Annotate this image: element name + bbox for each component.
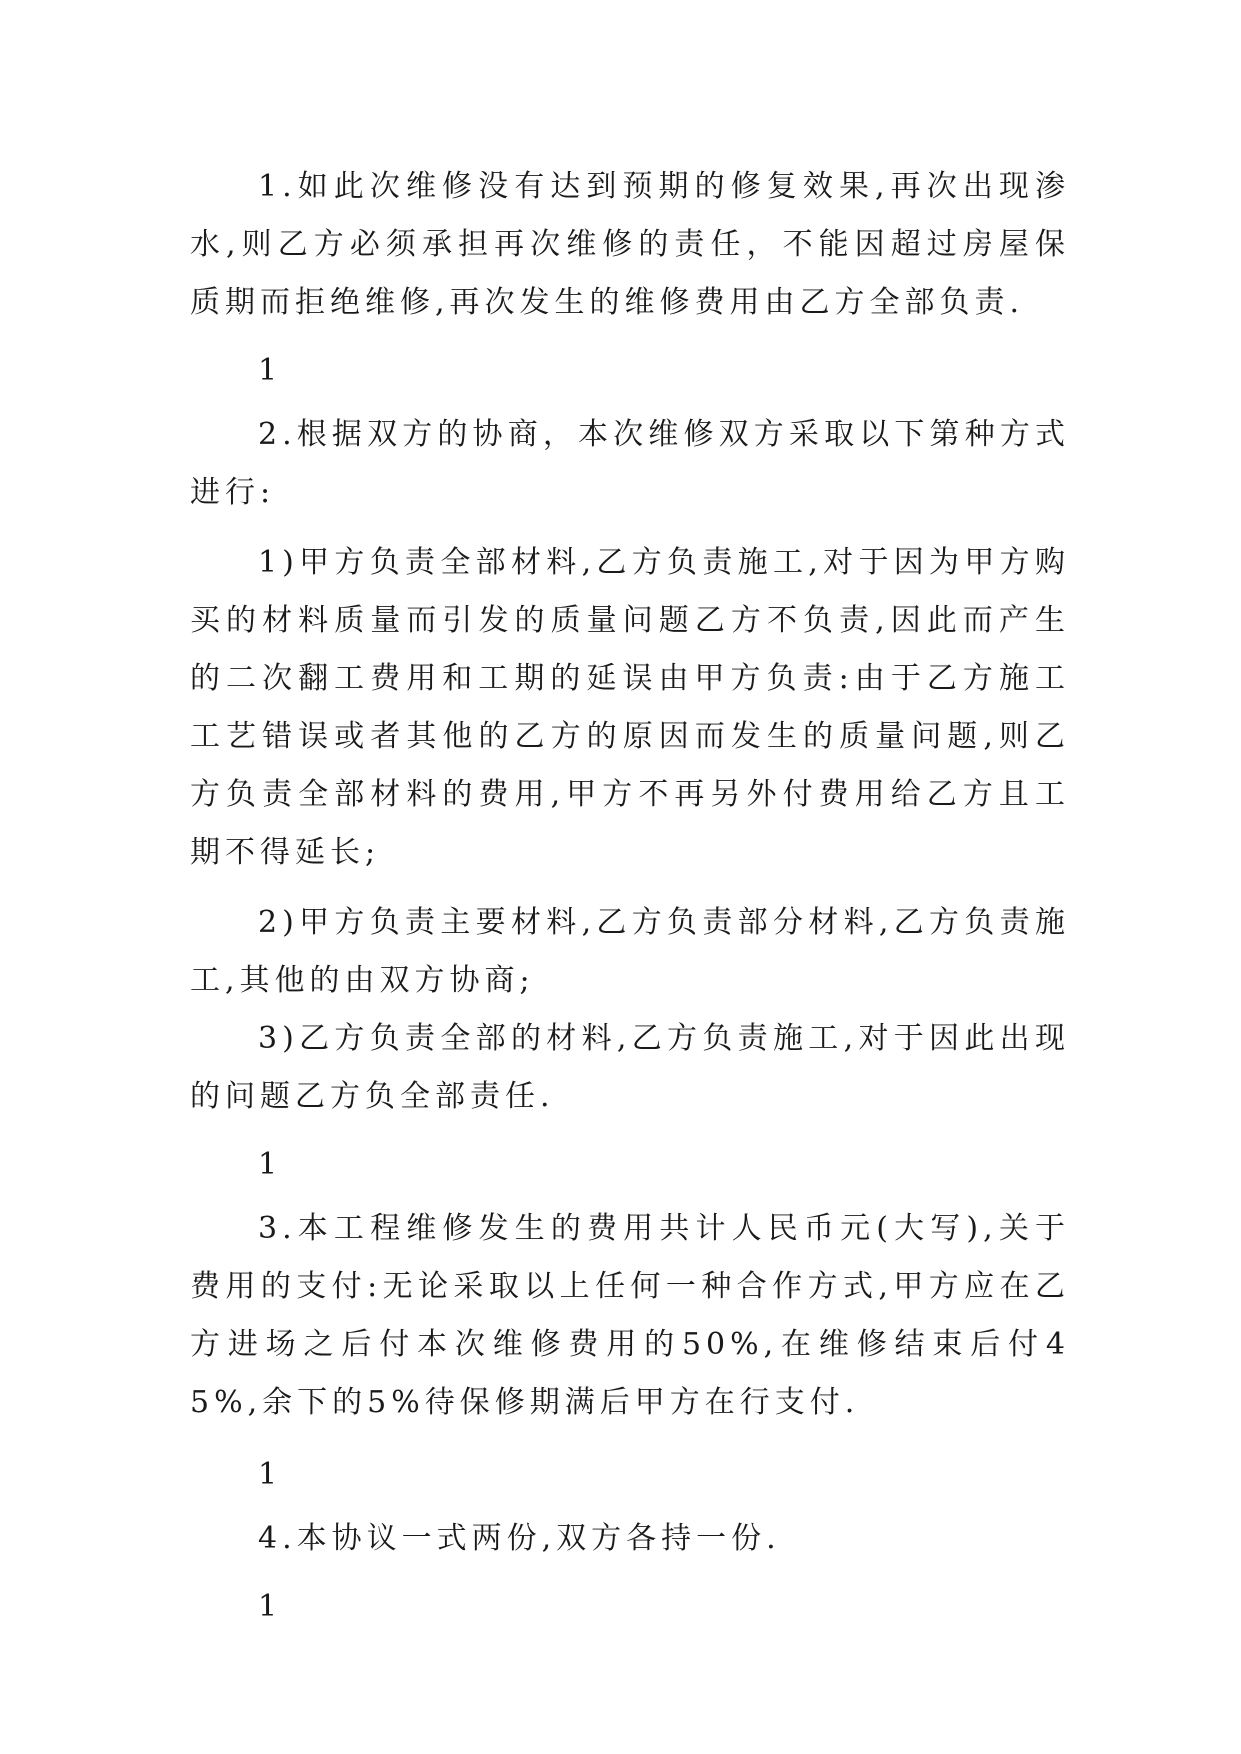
- clause-3-paragraph: 3.本工程维修发生的费用共计人民币元(大写),关于费用的支付:无论采取以上任何一种合作方式,甲方应在乙方进场之后付本次维修费用的50%,在维修结束后付45%,余下的5%待保修期满后甲方在行支付.: [190, 1211, 1070, 1420]
- page-number-marker: 1: [258, 1589, 278, 1624]
- clause-2-option-2: 2)甲方负责主要材料,乙方负责部分材料,乙方负责施工,其他的由双方协商;: [190, 905, 1070, 998]
- page-number-marker: 1: [258, 353, 278, 388]
- clause-1-paragraph: 1.如此次维修没有达到预期的修复效果,再次出现渗水,则乙方必须承担再次维修的责任，不能因超过房屋保质期而拒绝维修,再次发生的维修费用由乙方全部负责.: [190, 169, 1070, 320]
- clause-2-paragraph: 2.根据双方的协商，本次维修双方采取以下第种方式进行:: [190, 417, 1070, 510]
- clause-2-option-1: 1)甲方负责全部材料,乙方负责施工,对于因为甲方购买的材料质量而引发的质量问题乙方不负责,因此而产生的二次翻工费用和工期的延误由甲方负责:由于乙方施工工艺错误或者其他的乙方的原因而发生的质量问题,则乙方负责全部材料的费用,甲方不再另外付费用给乙方且工期不得延长;: [190, 545, 1070, 870]
- clause-4-paragraph: 4.本协议一式两份,双方各持一份.: [258, 1521, 781, 1556]
- page-number-marker: 1: [258, 1147, 278, 1182]
- document-page: [190, 158, 1070, 1636]
- page-number-marker: 1: [258, 1457, 278, 1492]
- clause-2-option-3: 3)乙方负责全部的材料,乙方负责施工,对于因此出现的问题乙方负全部责任.: [190, 1021, 1070, 1114]
